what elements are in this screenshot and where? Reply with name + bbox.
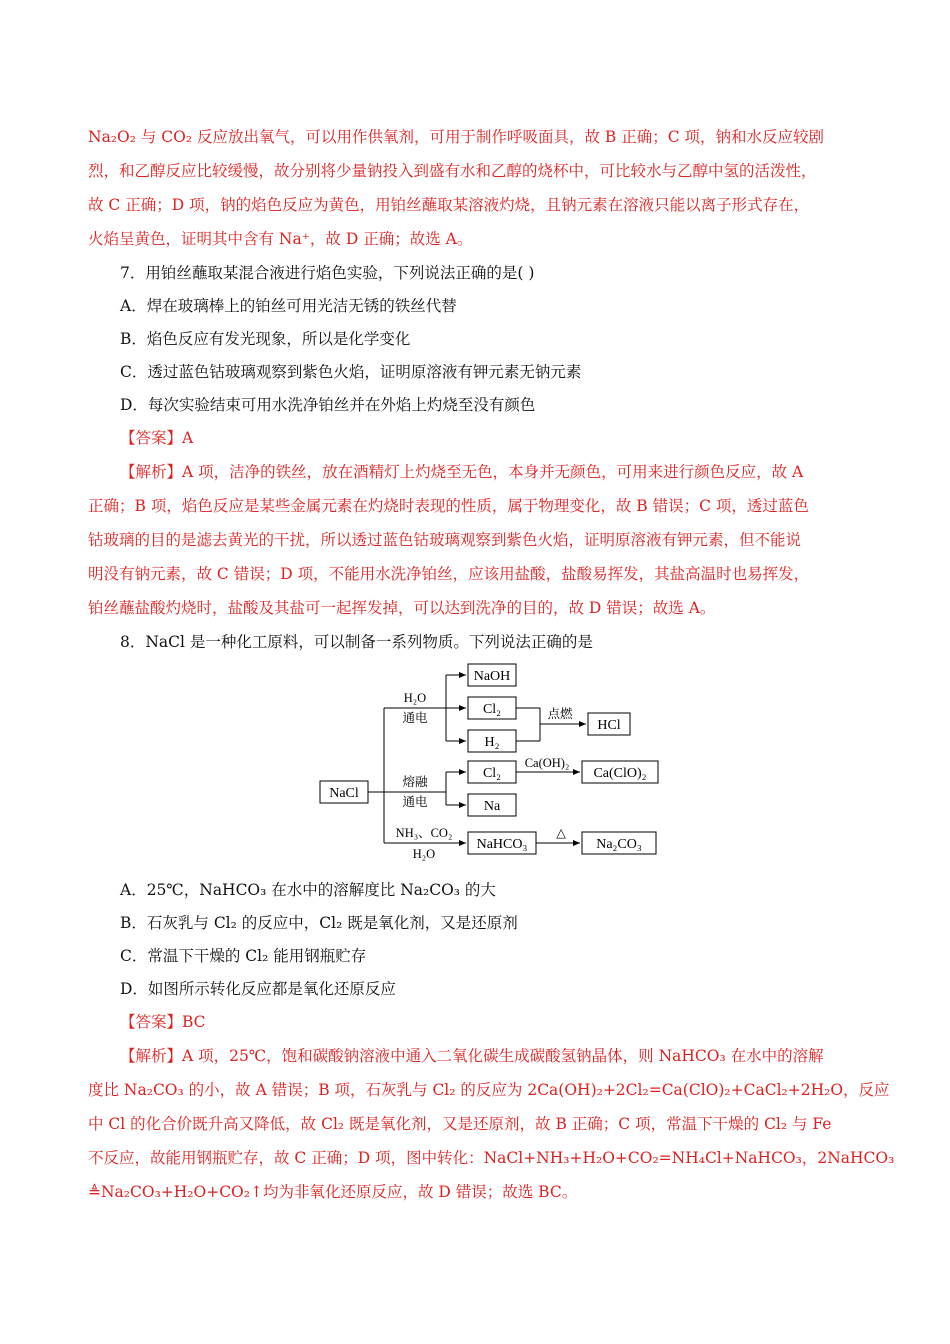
question-8-option-c: C．常温下干燥的 Cl₂ 能用钢瓶贮存 (120, 947, 367, 965)
question-8-option-a: A．25℃，NaHCO₃ 在水中的溶解度比 Na₂CO₃ 的大 (120, 881, 496, 899)
question-7-explanation-line: 正确；B 项，焰色反应是某些金属元素在灼烧时表现的性质，属于物理变化，故 B 错误；C 项，透过蓝色 (88, 497, 809, 515)
question-8-stem: 8．NaCl 是一种化工原料，可以制备一系列物质。下列说法正确的是 (120, 633, 593, 651)
question-7-explanation-line: 钴玻璃的目的是滤去黄光的干扰，所以透过蓝色钴玻璃观察到紫色火焰，证明原溶液有钾元素，但不能说 (88, 531, 802, 549)
question-7-option-b: B．焰色反应有发光现象，所以是化学变化 (120, 330, 411, 348)
na-label: Na (483, 799, 501, 814)
question-7-explanation-line: 铂丝蘸盐酸灼烧时，盐酸及其盐可一起挥发掉，可以达到洗净的目的，故 D 错误；故选 A。 (88, 599, 716, 617)
electrolysis-condition: 通电 (402, 795, 428, 809)
question-7-option-a: A．焊在玻璃棒上的铂丝可用光洁无锈的铁丝代替 (120, 297, 457, 315)
hcl-label: HCl (597, 718, 621, 733)
question-7-answer: 【答案】A (120, 429, 194, 447)
nacl-reaction-flow-diagram (318, 660, 662, 862)
h2-label: H₂ (484, 735, 500, 750)
nh3-co2-condition: NH₃、CO₂ (395, 826, 453, 840)
question-8-explanation-line: ≜Na₂CO₃+H₂O+CO₂↑均为非氧化还原反应，故 D 错误；故选 BC。 (88, 1183, 578, 1201)
prev-explanation-line: 火焰呈黄色，证明其中含有 Na⁺，故 D 正确；故选 A。 (88, 230, 473, 248)
question-7-explanation-line: 【解析】A 项，洁净的铁丝，放在酒精灯上灼烧至无色，本身并无颜色，可用来进行颜色反应，故 A (120, 463, 804, 481)
heat-condition: △ (556, 826, 566, 840)
nahco3-label: NaHCO₃ (476, 837, 528, 852)
question-8-explanation-line: 不反应，故能用钢瓶贮存，故 C 正确；D 项，图中转化：NaCl+NH₃+H₂O+CO₂=NH₄Cl+NaHCO₃，2NaHCO₃ (88, 1149, 895, 1167)
prev-explanation-line: 故 C 正确；D 项，钠的焰色反应为黄色，用铂丝蘸取某溶液灼烧，且钠元素在溶液只能以离子形式存在， (88, 196, 810, 214)
cl2-label: Cl₂ (482, 702, 502, 717)
question-7-option-d: D．每次实验结束可用水洗净铂丝并在外焰上灼烧至没有颜色 (120, 396, 536, 414)
question-7-stem: 7．用铂丝蘸取某混合液进行焰色实验，下列说法正确的是( ) (120, 264, 535, 282)
cl2-label: Cl₂ (482, 766, 502, 781)
prev-explanation-line: Na₂O₂ 与 CO₂ 反应放出氧气，可以用作供氧剂，可用于制作呼吸面具，故 B 正确；C 项，钠和水反应较剧 (88, 128, 825, 146)
question-8-answer: 【答案】BC (120, 1013, 206, 1031)
question-8-explanation-line: 【解析】A 项，25℃，饱和碳酸钠溶液中通入二氧化碳生成碳酸氢钠晶体，则 NaHCO₃ 在水中的溶解 (120, 1047, 824, 1065)
caoh2-condition: Ca(OH)₂ (524, 756, 570, 770)
question-8-option-d: D．如图所示转化反应都是氧化还原反应 (120, 980, 396, 998)
question-8-option-b: B．石灰乳与 Cl₂ 的反应中，Cl₂ 既是氧化剂，又是还原剂 (120, 914, 518, 932)
ignite-condition: 点燃 (547, 707, 573, 721)
h2o-condition: H₂O (403, 691, 427, 705)
question-7-option-c: C．透过蓝色钴玻璃观察到紫色火焰，证明原溶液有钾元素无钠元素 (120, 363, 582, 381)
question-8-explanation-line: 度比 Na₂CO₃ 的小，故 A 错误；B 项，石灰乳与 Cl₂ 的反应为 2Ca(OH)₂+2Cl₂=Ca(ClO)₂+CaCl₂+2H₂O，反应 (88, 1081, 890, 1099)
electrolysis-condition: 通电 (402, 711, 428, 725)
naoh-label: NaOH (473, 669, 511, 684)
molten-condition: 熔融 (402, 775, 428, 789)
na2co3-label: Na₂CO₃ (596, 837, 642, 852)
prev-explanation-line: 烈，和乙醇反应比较缓慢，故分别将少量钠投入到盛有水和乙醇的烧杯中，可比较水与乙醇中氢的活泼性， (88, 162, 817, 180)
question-8-explanation-line: 中 Cl 的化合价既升高又降低，故 Cl₂ 既是氧化剂，又是还原剂，故 B 正确；C 项，常温下干燥的 Cl₂ 与 Fe (88, 1115, 832, 1133)
nacl-label: NaCl (329, 786, 359, 801)
h2o-condition: H₂O (412, 847, 436, 861)
caclo2-label: Ca(ClO)₂ (593, 766, 647, 781)
question-7-explanation-line: 明没有钠元素，故 C 错误；D 项，不能用水洗净铂丝，应该用盐酸，盐酸易挥发，其盐高温时也易挥发， (88, 565, 810, 583)
